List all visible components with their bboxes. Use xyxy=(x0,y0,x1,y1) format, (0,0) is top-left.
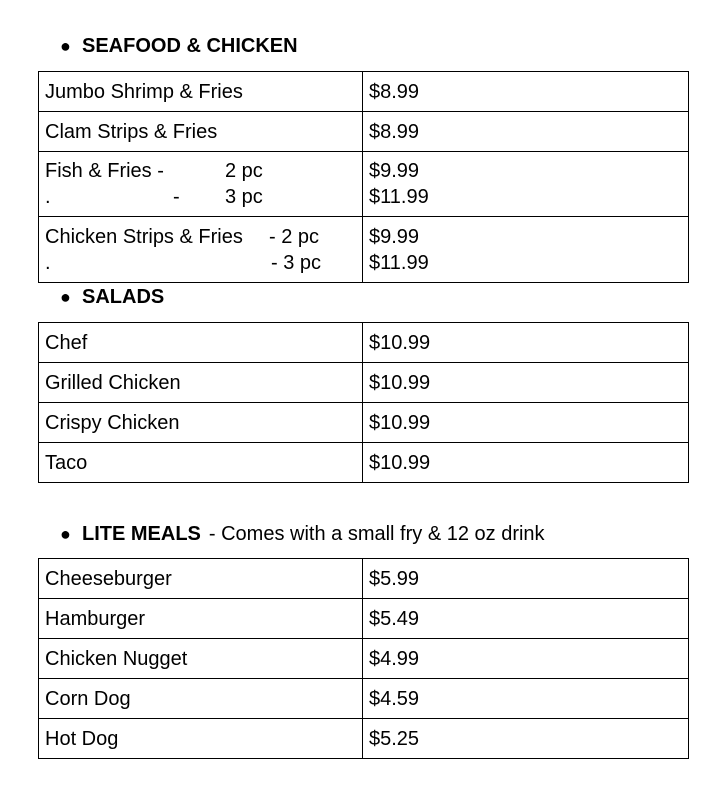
item-portion: 3 pc xyxy=(225,186,263,208)
lite-meals-note: - Comes with a small fry & 12 oz drink xyxy=(208,523,545,545)
item-price: $10.99 xyxy=(363,363,689,403)
item-name: Clam Strips & Fries xyxy=(39,112,363,152)
item-line xyxy=(45,184,356,210)
item-price xyxy=(363,152,689,217)
item-portion: - 2 pc xyxy=(269,225,320,248)
price-line: $9.99 xyxy=(369,225,420,248)
item-line xyxy=(45,224,356,250)
item-name: Chicken Nugget xyxy=(39,639,363,679)
item-price: $4.99 xyxy=(363,639,689,679)
table-row xyxy=(39,403,689,443)
table-row xyxy=(39,443,689,483)
item-name: Jumbo Shrimp & Fries xyxy=(39,72,363,112)
table-row xyxy=(39,217,689,283)
table-row xyxy=(39,679,689,719)
item-label: . xyxy=(45,186,51,208)
item-name: Cheeseburger xyxy=(39,559,363,599)
table-row xyxy=(39,559,689,599)
table-row xyxy=(39,363,689,403)
item-name: Grilled Chicken xyxy=(39,363,363,403)
lite-meals-table xyxy=(38,558,689,759)
table-row xyxy=(39,152,689,217)
price-line: $11.99 xyxy=(369,251,429,274)
item-label: Chicken Strips & Fries xyxy=(45,225,243,248)
item-price: $5.49 xyxy=(363,599,689,639)
item-price: $5.99 xyxy=(363,559,689,599)
item-portion: 2 pc xyxy=(225,160,263,182)
item-name: Crispy Chicken xyxy=(39,403,363,443)
bullet-icon: ● xyxy=(60,36,71,56)
item-line xyxy=(45,250,356,276)
item-name: Taco xyxy=(39,443,363,483)
table-row xyxy=(39,323,689,363)
table-row xyxy=(39,719,689,759)
item-name: Corn Dog xyxy=(39,679,363,719)
table-row xyxy=(39,639,689,679)
item-price: $10.99 xyxy=(363,403,689,443)
item-price: $8.99 xyxy=(363,112,689,152)
table-row xyxy=(39,72,689,112)
salads-heading xyxy=(60,285,164,309)
item-price: $4.59 xyxy=(363,679,689,719)
seafood-title: SEAFOOD & CHICKEN xyxy=(82,35,298,57)
price-line: $9.99 xyxy=(369,160,420,182)
item-price: $10.99 xyxy=(363,443,689,483)
item-price: $10.99 xyxy=(363,323,689,363)
table-row xyxy=(39,112,689,152)
item-name: Hamburger xyxy=(39,599,363,639)
item-price xyxy=(363,217,689,283)
bullet-icon: ● xyxy=(60,287,71,307)
bullet-icon: ● xyxy=(60,524,71,544)
salads-title: SALADS xyxy=(82,286,165,308)
price-line: $11.99 xyxy=(369,186,429,208)
item-name: Hot Dog xyxy=(39,719,363,759)
item-dash: - xyxy=(173,186,180,208)
item-name xyxy=(39,152,363,217)
item-name xyxy=(39,217,363,283)
item-portion: - 3 pc xyxy=(271,251,322,274)
item-name: Chef xyxy=(39,323,363,363)
item-price: $8.99 xyxy=(363,72,689,112)
lite-meals-title: LITE MEALS xyxy=(82,523,201,545)
item-price: $5.25 xyxy=(363,719,689,759)
salads-table xyxy=(38,322,689,483)
item-label: . xyxy=(45,251,51,274)
seafood-heading xyxy=(60,34,298,58)
item-label: Fish & Fries - xyxy=(45,160,164,182)
seafood-table xyxy=(38,71,689,283)
item-line xyxy=(45,158,356,184)
lite-meals-heading xyxy=(60,522,545,546)
table-row xyxy=(39,599,689,639)
